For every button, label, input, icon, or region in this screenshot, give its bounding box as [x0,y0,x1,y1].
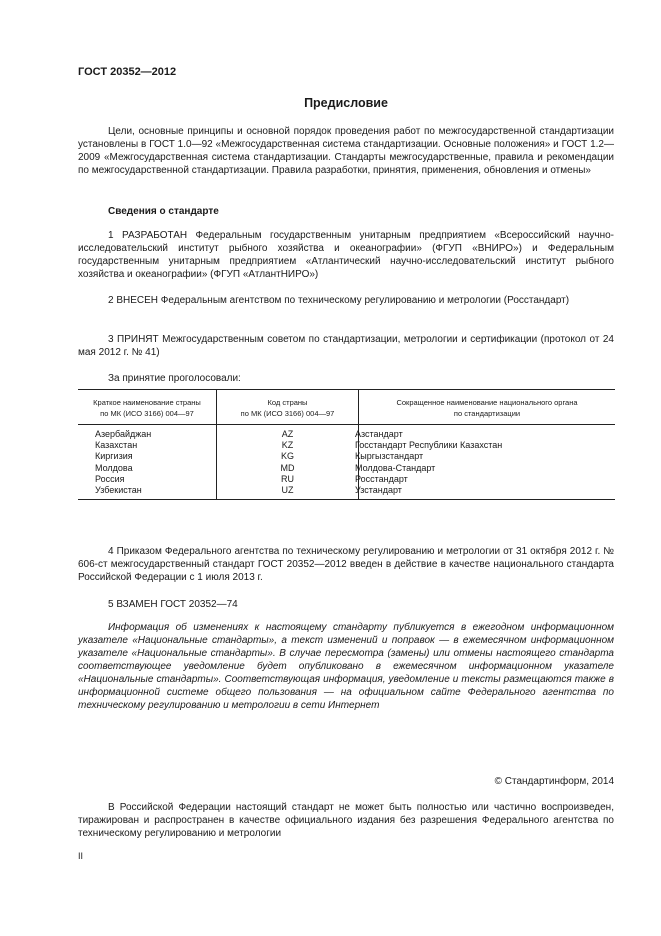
item-4-paragraph: 4 Приказом Федерального агентства по техническому регулированию и метрологии от 31 октября 2012 г. № 606-ст межгосударственный стандарт ГОСТ 20352—2012 введен в действие в качестве национального стандарта Российской Федерации с 1 июля 2013 г. [78,546,614,583]
table-header-country: Краткое наименование страны по МК (ИСО 3166) 004—97 [93,398,201,418]
table-cell-code: KG [280,451,294,462]
section-subheading: Сведения о стандарте [108,206,219,217]
table-cell-organization: Госстандарт Республики Казахстан [355,440,503,451]
table-cell-organization: Узстандарт [355,485,402,496]
table-cell-country: Узбекистан [95,485,142,496]
table-cell-country: Киргизия [95,451,133,462]
table-cell-country: Молдова [95,462,133,473]
page-number: II [78,851,84,861]
intro-paragraph: Цели, основные принципы и основной порядок проведения работ по межгосударственной стандартизации установлены в ГОСТ 1.0—92 «Межгосударственная система стандартизации. Основные положения» и ГОСТ 1.2—2009 «Межгосударственная система стандартизации. Стандарты межгосударственные, правила и рекомендации по межгосударственной стандартизации. Правила разработки, принятия, применения, обновления и отмены» [78,126,614,176]
table-cell-organization: Росстандарт [355,473,408,484]
table-cell-country: Казахстан [95,440,138,451]
item-5-paragraph: 5 ВЗАМЕН ГОСТ 20352—74 [108,599,238,610]
table-header-code: Код страны по МК (ИСО 3166) 004—97 [240,398,335,418]
rights-paragraph: В Российской Федерации настоящий стандарт не может быть полностью или частично воспроизведен, тиражирован и распространен в качестве официального издания без разрешения Федерального агентства по техническому регулированию и метрологии [78,802,614,839]
table-cell-country: Азербайджан [95,429,152,439]
table-cell-code: MD [280,462,295,473]
table-cell-code: AZ [281,429,294,439]
table-cell-organization: Азстандарт [355,429,403,439]
copyright-notice: © Стандартинформ, 2014 [494,776,614,787]
item-2-paragraph: 2 ВНЕСЕН Федеральным агентством по техническому регулированию и метрологии (Росстандарт) [108,295,570,306]
table-cell-code: UZ [281,485,294,496]
voting-table [78,389,615,500]
table-cell-code: KZ [281,440,294,451]
table-header-organization: Сокращенное наименование национального органа по стандартизации [396,398,578,418]
table-cell-country: Россия [95,473,125,484]
organization-column [355,429,502,496]
notice-paragraph: Информация об изменениях к настоящему стандарту публикуется в ежегодном информационном указателе «Национальные стандарты», а текст изменений и поправок — в ежемесячном информационном указателе «Национальные стандарты». В случае пересмотра (замены) или отмены настоящего стандарта соответствующее уведомление будет опубликовано в ежемесячном информационном указателе «Национальные стандарты». Соответствующая информация, уведомление и тексты размещаются также в информационной системе общего пользования — на официальном сайте Федерального агентства по техническому регулированию и метрологии в сети Интернет [78,622,614,711]
table-cell-code: RU [281,473,294,484]
item-3-paragraph: 3 ПРИНЯТ Межгосударственным советом по стандартизации, метрологии и сертификации (протокол от 24 мая 2012 г. № 41) [78,334,614,358]
table-cell-organization: Молдова-Стандарт [355,462,436,473]
code-column [217,429,358,496]
country-column [95,429,151,496]
document-id: ГОСТ 20352—2012 [78,66,177,78]
page-title: Предисловие [304,96,388,110]
table-cell-organization: Кыргызстандарт [355,451,424,462]
vote-label: За принятие проголосовали: [108,373,241,384]
item-1-paragraph: 1 РАЗРАБОТАН Федеральным государственным унитарным предприятием «Всероссийский научно-исследовательский институт рыбного хозяйства и океанографии» (ФГУП «ВНИРО») и Федеральным государственным унитарным предприятием «Атлантический научно-исследовательский институт рыбного хозяйства и океанографии» (ФГУП «АтлантНИРО») [78,230,614,280]
